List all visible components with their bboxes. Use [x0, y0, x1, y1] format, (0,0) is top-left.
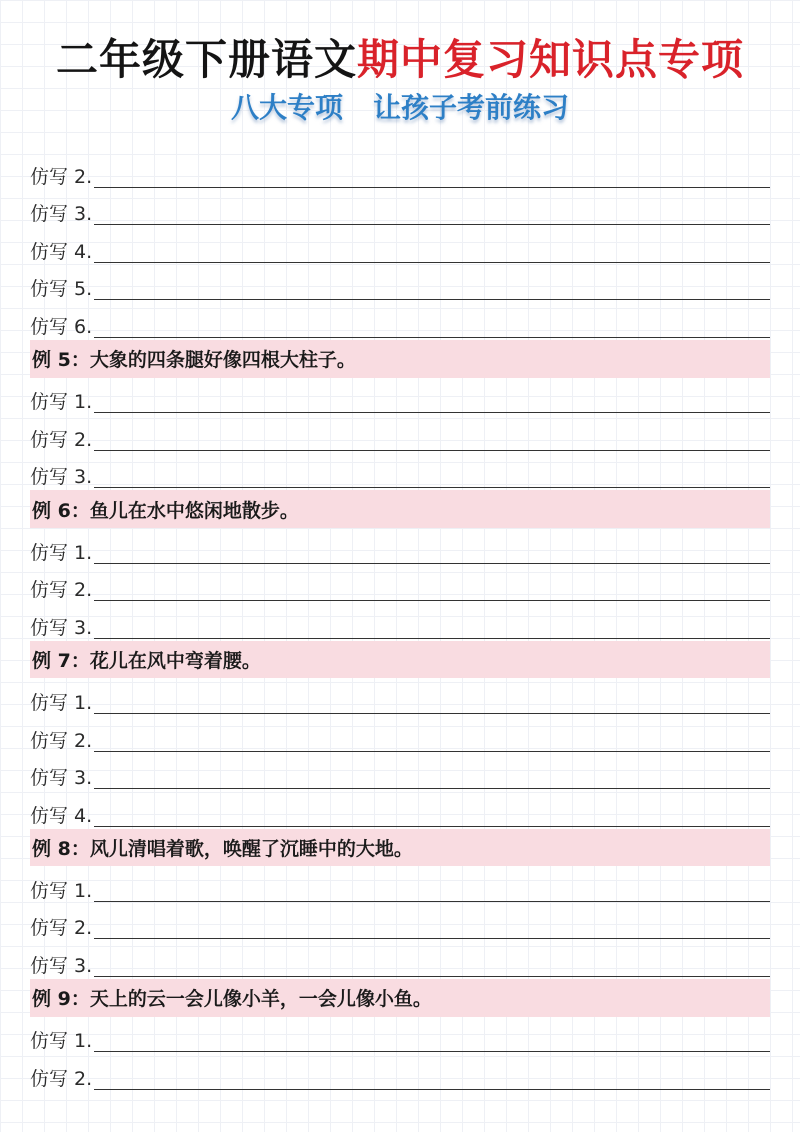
writing-line[interactable] — [94, 467, 770, 488]
imitation-row — [30, 1017, 770, 1055]
imitation-label: 仿写 3. — [30, 203, 93, 226]
imitation-row — [30, 791, 770, 829]
writing-line[interactable] — [94, 618, 770, 639]
imitation-row — [30, 190, 770, 228]
imitation-row — [30, 152, 770, 190]
imitation-label: 仿写 6. — [30, 315, 93, 338]
imitation-label: 仿写 2. — [30, 917, 93, 940]
title-red-part: 期中复习知识点专项 — [357, 35, 745, 84]
writing-line[interactable] — [94, 1031, 770, 1052]
writing-line[interactable] — [94, 956, 770, 977]
imitation-row — [30, 227, 770, 265]
imitation-row — [30, 302, 770, 340]
example-sentence: 例 7：花儿在风中弯着腰。 — [30, 641, 770, 679]
imitation-row — [30, 716, 770, 754]
writing-line[interactable] — [94, 693, 770, 714]
imitation-label: 仿写 1. — [30, 541, 93, 564]
imitation-label: 仿写 3. — [30, 767, 93, 790]
writing-line[interactable] — [94, 881, 770, 902]
imitation-label: 仿写 2. — [30, 1067, 93, 1090]
writing-line[interactable] — [94, 768, 770, 789]
imitation-row — [30, 415, 770, 453]
writing-line[interactable] — [94, 731, 770, 752]
imitation-row — [30, 528, 770, 566]
imitation-row — [30, 566, 770, 604]
imitation-label: 仿写 2. — [30, 729, 93, 752]
example-sentence: 例 5：大象的四条腿好像四根大柱子。 — [30, 340, 770, 378]
exercise-list — [30, 152, 770, 1092]
example-sentence: 例 6：鱼儿在水中悠闲地散步。 — [30, 490, 770, 528]
writing-line[interactable] — [94, 580, 770, 601]
imitation-row — [30, 603, 770, 641]
writing-line[interactable] — [94, 806, 770, 827]
writing-line[interactable] — [94, 430, 770, 451]
page-title — [0, 34, 800, 86]
subtitle-left: 八大专项 — [230, 91, 343, 124]
writing-line[interactable] — [94, 167, 770, 188]
imitation-row — [30, 378, 770, 416]
writing-line[interactable] — [94, 918, 770, 939]
imitation-label: 仿写 1. — [30, 879, 93, 902]
imitation-row — [30, 754, 770, 792]
imitation-label: 仿写 3. — [30, 466, 93, 489]
example-sentence: 例 8：风儿清唱着歌，唤醒了沉睡中的大地。 — [30, 829, 770, 867]
writing-line[interactable] — [94, 543, 770, 564]
imitation-label: 仿写 3. — [30, 616, 93, 639]
imitation-label: 仿写 2. — [30, 579, 93, 602]
writing-line[interactable] — [94, 204, 770, 225]
page-subtitle — [0, 90, 800, 126]
imitation-label: 仿写 2. — [30, 428, 93, 451]
imitation-label: 仿写 4. — [30, 240, 93, 263]
writing-line[interactable] — [94, 279, 770, 300]
imitation-row — [30, 265, 770, 303]
imitation-label: 仿写 3. — [30, 955, 93, 978]
example-sentence: 例 9：天上的云一会儿像小羊，一会儿像小鱼。 — [30, 979, 770, 1017]
imitation-label: 仿写 1. — [30, 1030, 93, 1053]
writing-line[interactable] — [94, 317, 770, 338]
imitation-row — [30, 1054, 770, 1092]
imitation-label: 仿写 1. — [30, 391, 93, 414]
imitation-row — [30, 453, 770, 491]
imitation-label: 仿写 5. — [30, 278, 93, 301]
title-black-part: 二年级下册语文 — [55, 35, 357, 84]
imitation-row — [30, 866, 770, 904]
page-header — [0, 34, 800, 126]
writing-line[interactable] — [94, 1069, 770, 1090]
writing-line[interactable] — [94, 242, 770, 263]
imitation-row — [30, 678, 770, 716]
imitation-row — [30, 941, 770, 979]
imitation-label: 仿写 2. — [30, 165, 93, 188]
imitation-label: 仿写 4. — [30, 804, 93, 827]
writing-line[interactable] — [94, 392, 770, 413]
subtitle-right: 让孩子考前练习 — [373, 91, 570, 124]
imitation-label: 仿写 1. — [30, 691, 93, 714]
imitation-row — [30, 904, 770, 942]
